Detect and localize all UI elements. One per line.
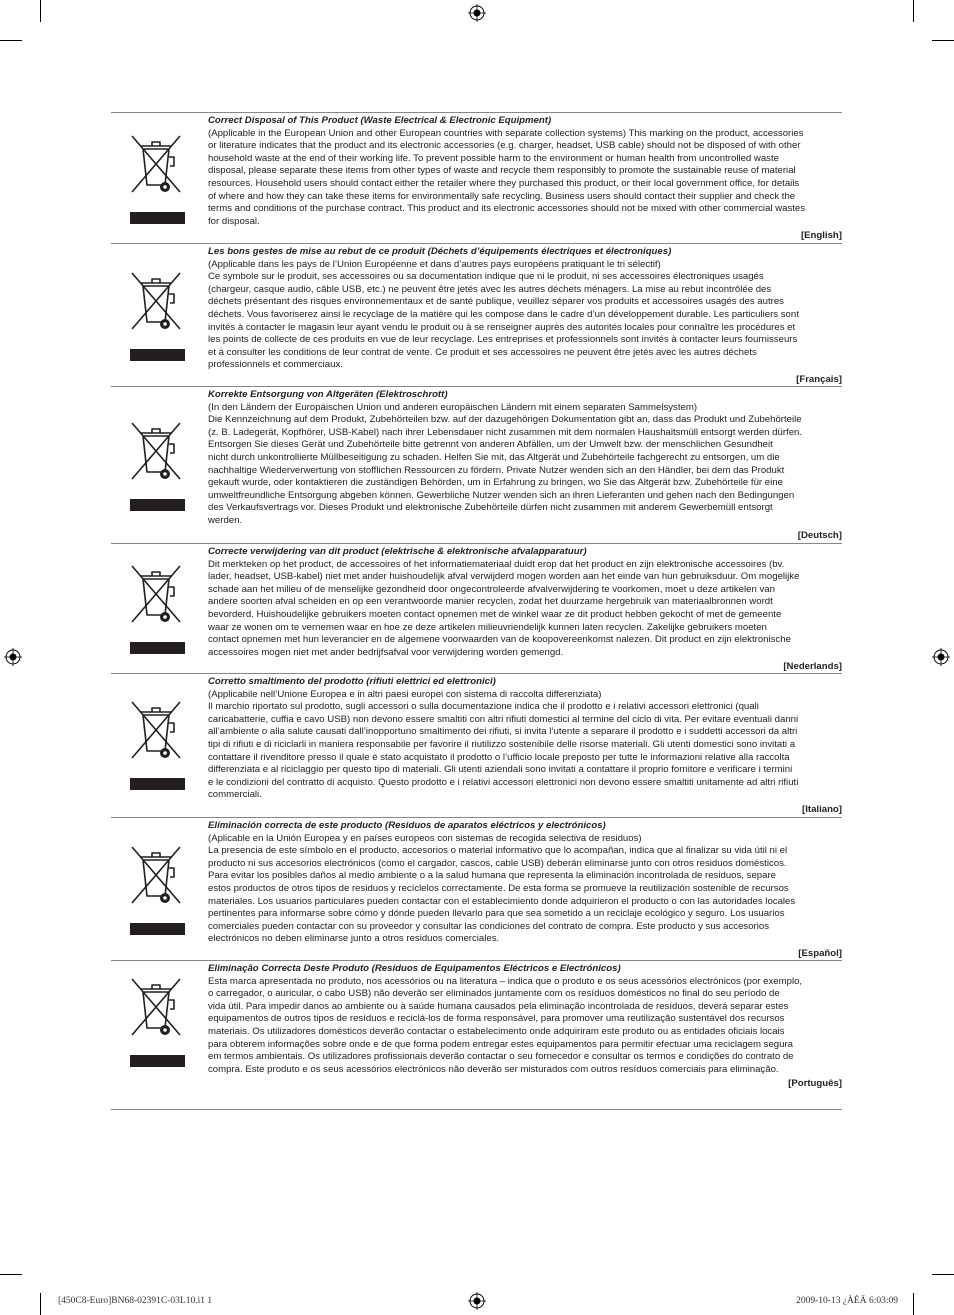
weee-symbol	[128, 562, 188, 654]
registration-mark-icon	[932, 648, 950, 666]
weee-bar	[130, 349, 185, 361]
section-body: (In den Ländern der Europäischen Union und anderen europäischen Ländern mit einem separaten Sammelsystem) Die Kennzeichnung auf dem Produkt, Zubehörteilen bzw. auf der dazugehörigen Dokumentation gibt an, dass das Produkt und Zubehörteile (z. B. Ladegerät, Kopfhörer, USB-Kabel) nach ihrer Lebensdauer nicht zusammen mit dem normalen Haushaltsmüll entsorgt werden dürfen. Entsorgen Sie dieses Gerät und Zubehörteile bitte getrennt von anderen Abfällen, um der Umwelt bzw. der menschlichen Gesundheit nicht durch unkontrollierte Müllbeseitigung zu schaden. Helfen Sie mit, das Altgerät und Zubehörteile fachgerecht zu entsorgen, um die nachhaltige Wiederverwertung von stofflichen Ressourcen zu fördern. Private Nutzer wenden sich an den Händler, bei dem das Produkt gekauft wurde, oder kontaktieren die zuständigen Behörden, um in Erfahrung zu bringen, wo Sie das Altgerät bzw. Zubehörteile für eine umweltfreundliche Entsorgung abgeben können. Gewerbliche Nutzer wenden sich an ihren Lieferanten und gehen nach den Bedingungen des Verkaufsvertrags vor. Dieses Produkt und elektronische Zubehörteile dürfen nicht zusammen mit anderem Gewerbemüll entsorgt werden.	[208, 401, 803, 526]
disposal-section	[111, 960, 842, 1110]
weee-symbol	[128, 698, 188, 790]
language-label: [Português]	[788, 1078, 842, 1090]
crossed-out-wheelie-bin-icon	[128, 698, 184, 764]
disposal-section	[111, 243, 842, 386]
weee-symbol	[128, 419, 188, 511]
crossed-out-wheelie-bin-icon	[128, 843, 184, 909]
weee-symbol	[128, 132, 188, 224]
language-label: [Deutsch]	[797, 529, 842, 541]
crop-mark	[932, 1274, 954, 1275]
section-body: (Aplicable en la Unión Europea y en países europeos con sistemas de recogida selectiva de residuos) La presencia de este símbolo en el producto, accesorios o material informativo que lo acompañan, indica que al finalizar su vida útil ni el producto ni sus accesorios electrónicos (como el cargador, cascos, cable USB) deberán eliminarse junto con otros residuos domésticos. Para evitar los posibles daños al medio ambiente o a la salud humana que representa la eliminación incontrolada de residuos, separe estos productos de otros tipos de residuos y recíclelos correctamente. De esta forma se promueve la reutilización sostenible de recursos materiales. Los usuarios particulares pueden contactar con el establecimiento donde adquirieron el producto o con las autoridades locales pertinentes para informarse sobre cómo y dónde pueden llevarlo para que sea sometido a un reciclaje ecológico y seguro. Los usuarios comerciales pueden contactar con su proveedor y consultar las condiciones del contrato de compra. Este producto y sus accesorios electrónicos no deben eliminarse junto a otros residuos comerciales.	[208, 832, 796, 945]
language-label: [Italiano]	[802, 803, 842, 815]
weee-symbol	[128, 843, 188, 935]
crop-mark	[40, 1293, 41, 1315]
crop-mark	[913, 0, 914, 22]
weee-bar	[130, 1055, 185, 1067]
language-label: [Français]	[796, 373, 842, 385]
disposal-sections	[111, 112, 842, 1110]
section-title: Corretto smaltimento del prodotto (rifiuti elettrici ed elettronici)	[208, 676, 496, 687]
crossed-out-wheelie-bin-icon	[128, 562, 184, 628]
section-body: Esta marca apresentada no produto, nos acessórios ou na literatura – indica que o produto e os seus acessórios electrónicos (por exemplo, o carregador, o auricular, o cabo USB) não deverão ser eliminados juntamente com os resíduos domésticos no final do seu período de vida útil. Para impedir danos ao ambiente ou à saúde humana causados pela eliminação incontrolada de resíduos, deverá separar estes equipamentos de outros tipos de resíduos e reciclá-los de forma responsável, para promover uma reutilização sustentável dos recursos materiais. Os utilizadores domésticos deverão contactar o estabelecimento onde adquiriram este produto ou as entidades oficiais locais para obterem informações sobre onde e de que forma podem entregar estes equipamentos para permitir efectuar uma reciclagem segura em termos ambientais. Os utilizadores profissionais deverão contactar o seu fornecedor e consultar os termos e condições do contrato de compra. Este produto e os seus acessórios electrónicos não deverão ser misturados com outros resíduos comerciais para eliminação.	[208, 975, 803, 1075]
section-body: (Applicable in the European Union and other European countries with separate collection systems) This marking on the product, accessories or literature indicates that the product and its electronic accessories (e.g. charger, headset, USB cable) should not be disposed of with other household waste at the end of their working life. To prevent possible harm to the environment or human health from uncontrolled waste disposal, please separate these items from other types of waste and recycle them responsibly to promote the sustainable reuse of material resources. Household users should contact either the retailer where they purchased this product, or their local government office, for details of where and how they can take these items for environmentally safe recycling. Business users should contact their supplier and check the terms and conditions of the purchase contract. This product and its electronic accessories should not be mixed with other commercial wastes for disposal.	[208, 127, 806, 227]
section-body: Dit merkteken op het product, de accessoires of het informatiemateriaal duidt erop dat het product en zijn elektronische accessoires (bv. lader, headset, USB-kabel) niet met ander huishoudelijk afval verwijderd mogen worden aan het einde van hun gebruiksduur. Om mogelijke schade aan het milieu of de menselijke gezondheid door ongecontroleerde afvalverwijdering te voorkomen, moet u deze artikelen van andere soorten afval scheiden en op een verantwoorde manier recyclen, zodat het duurzame hergebruik van materiaalbronnen wordt bevorderd. Huishoudelijke gebruikers moeten contact opnemen met de winkel waar ze dit product hebben gekocht of met de gemeente waar ze wonen om te vernemen waar en hoe ze deze artikelen milieuvriendelijk kunnen laten recyclen. Zakelijke gebruikers moeten contact opnemen met hun leverancier en de algemene voorwaarden van de koopovereenkomst nalezen. Dit product en zijn elektronische accessoires mogen niet met ander bedrijfsafval voor verwijdering worden gemengd.	[208, 558, 800, 658]
disposal-section	[111, 386, 842, 543]
weee-bar	[130, 499, 185, 511]
disposal-section	[111, 543, 842, 673]
weee-bar	[130, 212, 185, 224]
section-body: (Applicabile nell’Unione Europea e in altri paesi europei con sistema di raccolta differenziata) Il marchio riportato sul prodotto, sugli accessori o sulla documentazione indica che il prodotto e i relativi accessori elettronici (quali caricabatterie, cuffia e cavo USB) non devono essere smaltiti con altri rifiuti domestici al termine del ciclo di vita. Per evitare eventuali danni all’ambiente o alla salute causati dall’inopportuno smaltimento dei rifiuti, si invita l’utente a separare il prodotto e i suddetti accessori da altri tipi di rifiuti e di riciclarli in maniera responsabile per favorire il riutilizzo sostenibile delle risorse materiali. Gli utenti domestici sono invitati a contattare il rivenditore presso il quale è stato acquistato il prodotto o l’ufficio locale preposto per tutte le informazioni relative alla raccolta differenziata e al riciclaggio per questo tipo di materiali. Gli utenti aziendali sono invitati a contattare il proprio fornitore e verificare i termini e le condizioni del contratto di acquisto. Questo prodotto e i relativi accessori elettronici non devono essere smaltiti unitamente ad altri rifiuti commerciali.	[208, 688, 799, 801]
section-body: (Applicable dans les pays de l’Union Européenne et dans d’autres pays européens pratiquant le tri sélectif) Ce symbole sur le produit, ses accessoires ou sa documentation indique que ni le produit, ni ses accessoires électroniques usagés (chargeur, casque audio, câble USB, etc.) ne peuvent être jetés avec les autres déchets ménagers. La mise au rebut incontrôlée des déchets présentant des risques environnementaux et de santé publique, veuillez séparer vos produits et accessoires usagés des autres déchets. Vous favoriserez ainsi le recyclage de la matière qui les compose dans le cadre d’un développement durable. Les particuliers sont invités à contacter le magasin leur ayant vendu le produit ou à se renseigner auprès des autorités locales pour connaître les procédures et les points de collecte de ces produits en vue de leur recyclage. Les entreprises et professionnels sont invités à contacter leurs fournisseurs et à consulter les conditions de leur contrat de vente. Ce produit et ses accessoires ne peuvent être jetés avec les autres déchets professionnels et commerciaux.	[208, 258, 799, 371]
section-title: Korrekte Entsorgung von Altgeräten (Elektroschrott)	[208, 389, 448, 400]
registration-mark-icon	[468, 4, 486, 22]
section-title: Correct Disposal of This Product (Waste Electrical & Electronic Equipment)	[208, 115, 552, 126]
language-label: [English]	[800, 230, 842, 242]
crop-mark	[932, 40, 954, 41]
weee-bar	[130, 778, 185, 790]
weee-bar	[130, 642, 185, 654]
weee-symbol	[128, 269, 188, 361]
crop-mark	[913, 1293, 914, 1315]
crossed-out-wheelie-bin-icon	[128, 132, 184, 198]
weee-symbol	[128, 975, 188, 1067]
crop-mark	[0, 40, 22, 41]
section-title: Eliminação Correcta Deste Produto (Resíduos de Equipamentos Eléctricos e Electrónicos)	[208, 963, 621, 974]
disposal-section	[111, 673, 842, 817]
crossed-out-wheelie-bin-icon	[128, 269, 184, 335]
footer-file-info: [450C8-Euro]BN68-02391C-03L10.i1 1	[58, 1296, 213, 1306]
weee-bar	[130, 923, 185, 935]
registration-mark-icon	[468, 1292, 486, 1310]
disposal-section	[111, 817, 842, 960]
section-title: Eliminación correcta de este producto (Residuos de aparatos eléctricos y electrónicos)	[208, 820, 606, 831]
disposal-section	[111, 112, 842, 243]
language-label: [Nederlands]	[783, 661, 842, 673]
language-label: [Español]	[798, 947, 842, 959]
section-title: Les bons gestes de mise au rebut de ce produit (Déchets d’équipements électriques et électroniques)	[208, 246, 672, 257]
footer-timestamp: 2009-10-13 ¿ÀÈÄ 6:03:09	[796, 1296, 898, 1306]
crop-mark	[0, 1274, 22, 1275]
registration-mark-icon	[4, 648, 22, 666]
crossed-out-wheelie-bin-icon	[128, 419, 184, 485]
crossed-out-wheelie-bin-icon	[128, 975, 184, 1041]
crop-mark	[40, 0, 41, 22]
section-title: Correcte verwijdering van dit product (elektrische & elektronische afvalapparatuur)	[208, 546, 587, 557]
